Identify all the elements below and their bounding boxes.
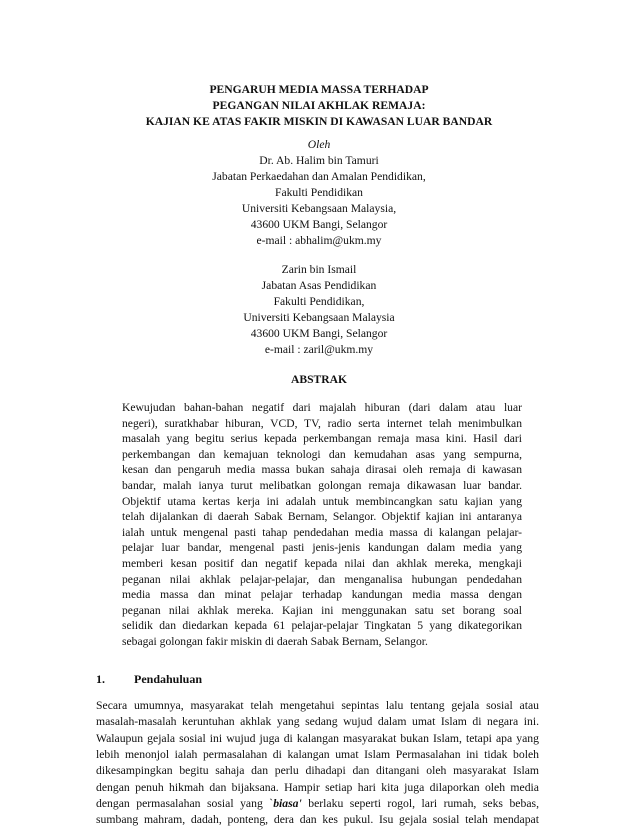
emphasized-word: biasa': [273, 796, 302, 810]
author2-address: 43600 UKM Bangi, Selangor: [250, 327, 388, 340]
paper-title-line-1: PENGARUH MEDIA MASSA TERHADAP: [209, 83, 429, 96]
body-line: Secara umumnya, masyarakat telah mengetahui sepintas lalu tentang gejala sosial atau: [96, 699, 539, 712]
author2-email: e-mail : zaril@ukm.my: [264, 343, 374, 356]
body-line-with-emphasis: [96, 797, 539, 811]
author1-email: e-mail : abhalim@ukm.my: [256, 234, 382, 247]
abstract-line: Objektif utama kertas kerja ini adalah untuk membincangkan satu kajian yang: [122, 494, 522, 508]
abstract-line: kesan dan pengaruh media massa bukan sahaja dirasai oleh remaja di kawasan: [122, 463, 522, 477]
abstract-line: selidik dan diedarkan kepada 61 pelajar-pelajar Tingkatan 5 yang dikategorikan: [122, 619, 522, 633]
author2-faculty: Fakulti Pendidikan,: [273, 295, 365, 308]
abstract-line: sebagai golongan fakir miskin di daerah Sabak Bernam, Selangor.: [122, 635, 428, 648]
paper-title-line-3: KAJIAN KE ATAS FAKIR MISKIN DI KAWASAN LUAR BANDAR: [145, 115, 493, 128]
author1-faculty: Fakulti Pendidikan: [275, 186, 363, 199]
abstract-line: masalah yang begitu serius kepada perkembangan remaja masa kini. Hasil dari: [122, 432, 522, 446]
abstract-line: negeri), suratkhabar hiburan, VCD, TV, radio serta internet telah menimbulkan: [122, 416, 522, 430]
abstract-line: Kewujudan bahan-bahan negatif dari majalah hiburan (dari dalam atau luar: [122, 401, 522, 414]
abstract-line: memberi kesan positif dan negatif kepada nilai dan akhlak mereka, mengkaji: [122, 557, 522, 570]
author1-address: 43600 UKM Bangi, Selangor: [250, 218, 388, 231]
body-line: dengan penuh hikmah dan bijaksana. Hampir setiap hari kita juga dilaporkan oleh media: [96, 780, 539, 794]
body-line-text-before: dengan permasalahan sosial yang `: [96, 796, 274, 810]
abstract-line: peganan nilai akhlak mereka. Kajian ini menggunakan satu set borang soal: [122, 603, 522, 617]
author2-name: Zarin bin Ismail: [281, 263, 357, 276]
abstract-line: media massa dan minat pelajar terhadap kandungan media massa dengan: [122, 588, 522, 602]
section-number: 1.: [96, 672, 105, 686]
body-line: Walaupun gejala sosial ini wujud juga di kalangan masyarakat bukan Islam, tetapi apa yang: [96, 731, 539, 745]
abstract-line: bandar, malah ianya turut melibatkan golongan remaja dikawasan luar bandar.: [122, 479, 522, 492]
body-line: dikesampingkan begitu sahaja dan perlu dihadapi dan ditangani oleh masyarakat Islam: [96, 764, 539, 778]
section-title: Pendahuluan: [134, 672, 203, 686]
abstract-heading: ABSTRAK: [290, 373, 348, 386]
body-line: sumbang mahram, dadah, ponteng, dera dan kes pukul. Isu gejala sosial telah mendapat: [96, 813, 539, 827]
body-line: masalah-masalah keruntuhan akhlak yang sedang wujud dalam umat Islam di negara ini.: [96, 715, 539, 729]
author2-university: Universiti Kebangsaan Malaysia: [243, 311, 395, 324]
paper-title-line-2: PEGANGAN NILAI AKHLAK REMAJA:: [212, 99, 426, 112]
author1-university: Universiti Kebangsaan Malaysia,: [241, 202, 397, 215]
abstract-line: perkembangan dan kemajuan teknologi dan kemudahan asas yang sempurna,: [122, 447, 522, 461]
abstract-line: pelajar luar bandar, mengenal pasti jenis-jenis kandungan dalam media yang: [122, 541, 522, 555]
author2-department: Jabatan Asas Pendidikan: [261, 279, 377, 292]
abstract-line: peganan nilai akhlak pelajar-pelajar, dan menganalisa hubungan pendedahan: [122, 572, 522, 586]
byline: Oleh: [307, 138, 331, 151]
abstract-line: ialah untuk mengenal pasti tahap pendedahan media massa di kalangan pelajar-: [122, 525, 522, 539]
author1-name: Dr. Ab. Halim bin Tamuri: [259, 154, 379, 167]
abstract-line: telah dijalankan di daerah Sabak Bernam, Selangor. Objektif kajian ini antaranya: [122, 510, 522, 524]
body-line: lebih menonjol ialah permasalahan di kalangan umat Islam Permasalahan ini tidak boleh: [96, 747, 539, 761]
body-line-text-after: berlaku seperti rogol, lari rumah, seks bebas,: [301, 796, 539, 810]
author1-department: Jabatan Perkaedahan dan Amalan Pendidikan,: [212, 170, 426, 183]
